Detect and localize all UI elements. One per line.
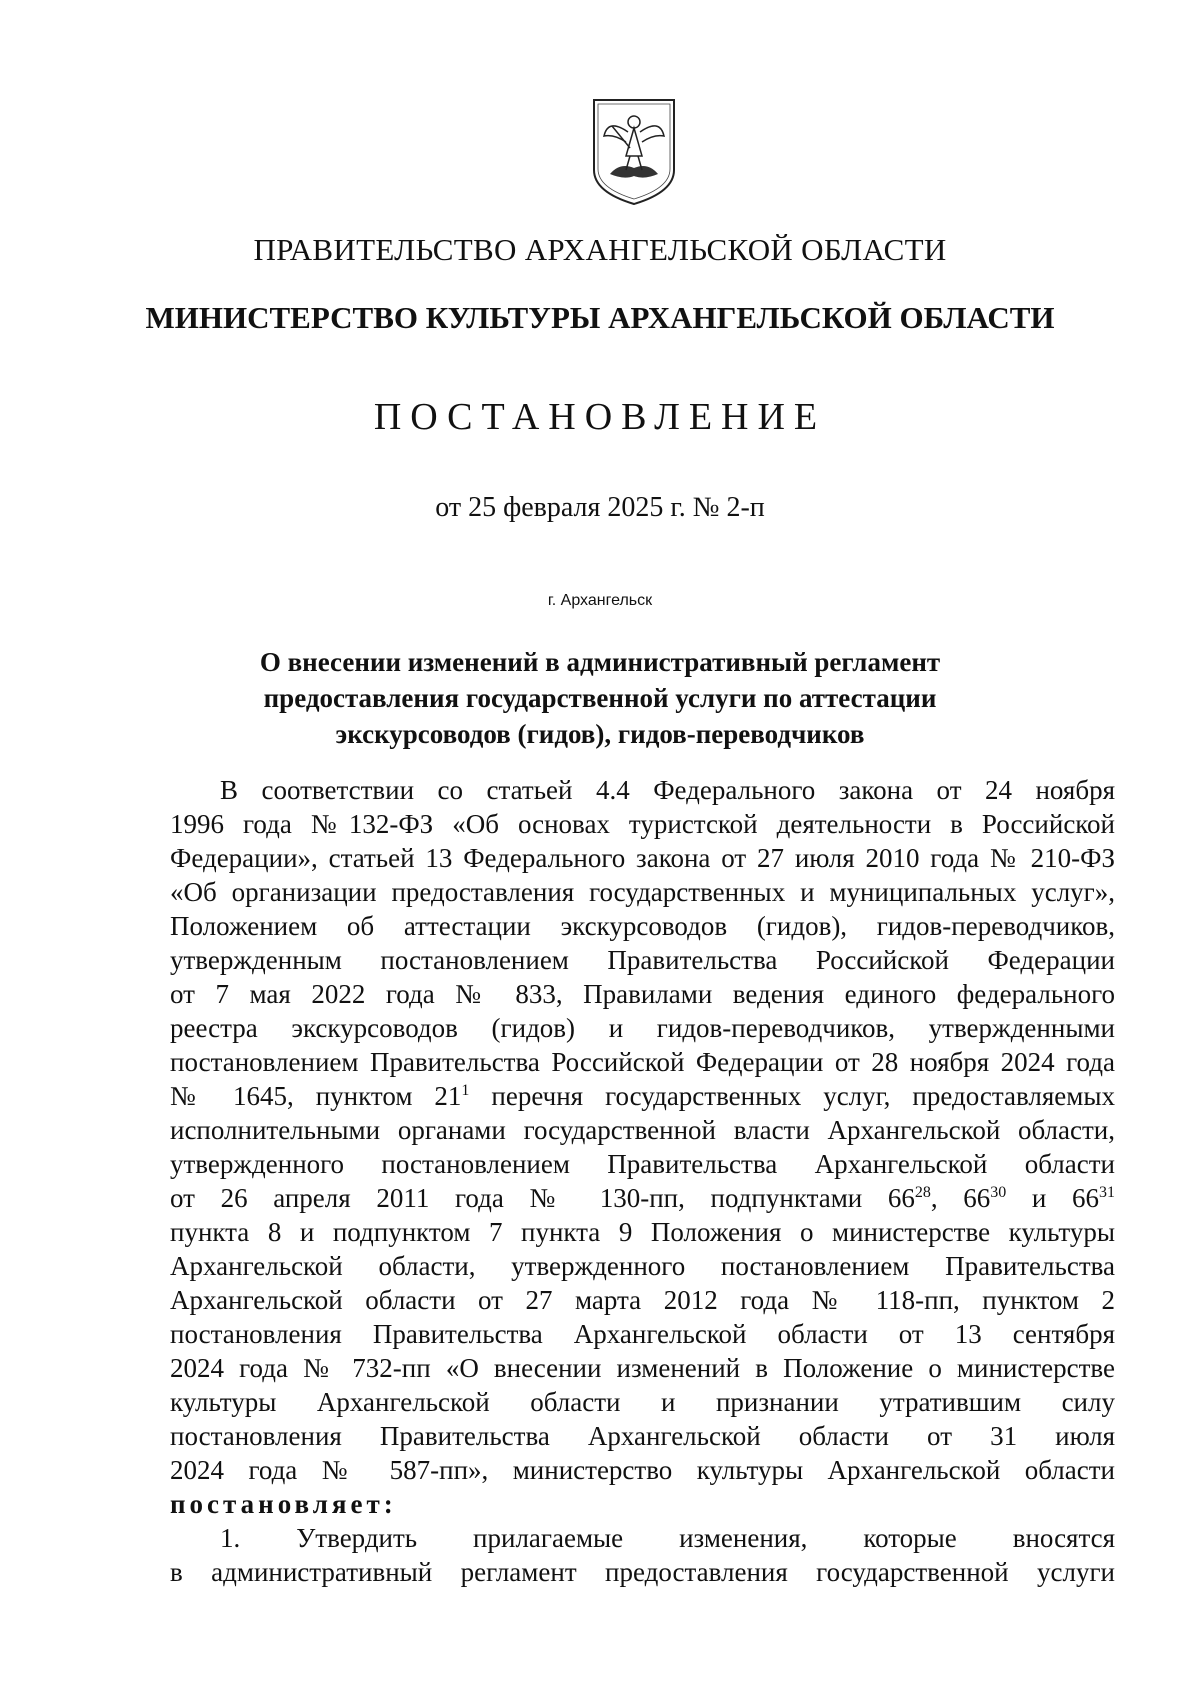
document-body <box>170 773 1115 1589</box>
body-line: реестра экскурсоводов (гидов) и гидов-переводчиков, утвержденными <box>170 1013 1115 1043</box>
body-line: Положением об аттестации экскурсоводов (гидов), гидов-переводчиков, <box>170 911 1115 941</box>
document-type: ПОСТАНОВЛЕНИЕ <box>373 396 827 438</box>
coat-of-arms-icon <box>590 96 678 208</box>
item-text: Утвердить прилагаемые изменения, которые вносятся <box>296 1523 1116 1553</box>
superscript: 30 <box>990 1184 1007 1201</box>
body-text: перечня государственных услуг, предоставляемых <box>469 1081 1115 1111</box>
body-text: , 66 <box>930 1183 991 1213</box>
body-line: Федерации», статьей 13 Федерального закона от 27 июля 2010 года № 210-ФЗ <box>170 843 1115 873</box>
body-line <box>170 1079 1115 1113</box>
body-line: Архангельской области от 27 марта 2012 года № 118-пп, пунктом 2 <box>170 1285 1115 1315</box>
item-1-line <box>170 1521 1115 1555</box>
body-text: от 26 апреля 2011 года № 130-пп, подпунктами 66 <box>170 1183 915 1213</box>
superscript: 31 <box>1099 1184 1115 1201</box>
body-line: постановления Правительства Архангельской области от 31 июля <box>170 1421 1115 1451</box>
document-subject <box>0 644 1200 752</box>
body-line: культуры Архангельской области и признании утратившим силу <box>170 1387 1115 1417</box>
item-number: 1. <box>220 1523 241 1553</box>
government-name: ПРАВИТЕЛЬСТВО АРХАНГЕЛЬСКОЙ ОБЛАСТИ <box>253 232 947 267</box>
subject-line: предоставления государственной услуги по аттестации <box>263 683 937 713</box>
body-text: № 1645, пунктом 21 <box>170 1081 462 1111</box>
body-line <box>170 1181 1115 1215</box>
body-line: 2024 года № 587-пп», министерство культуры Архангельской области <box>170 1455 1115 1485</box>
body-line: «Об организации предоставления государственных и муниципальных услуг», <box>170 877 1115 907</box>
body-line: пункта 8 и подпунктом 7 пункта 9 Положения о министерстве культуры <box>170 1217 1115 1247</box>
resolves-word: постановляет: <box>170 1489 397 1519</box>
subject-line: экскурсоводов (гидов), гидов-переводчиков <box>335 719 865 749</box>
city: г. Архангельск <box>547 592 653 609</box>
body-line: утвержденного постановлением Правительства Архангельской области <box>170 1149 1115 1179</box>
body-line: В соответствии со статьей 4.4 Федерального закона от 24 ноября <box>220 775 1115 805</box>
superscript: 28 <box>914 1184 931 1201</box>
body-line: постановлением Правительства Российской Федерации от 28 ноября 2024 года <box>170 1047 1115 1077</box>
body-text: и 66 <box>1006 1183 1099 1213</box>
superscript: 1 <box>461 1082 470 1099</box>
body-line: 1996 года №132-ФЗ «Об основах туристской деятельности в Российской <box>170 809 1115 839</box>
body-line: в административный регламент предоставления государственной услуги <box>170 1557 1115 1587</box>
date-and-number: от 25 февраля 2025 г. № 2-п <box>435 492 765 523</box>
ministry-name: МИНИСТЕРСТВО КУЛЬТУРЫ АРХАНГЕЛЬСКОЙ ОБЛАСТИ <box>145 300 1055 335</box>
body-line: от 7 мая 2022 года № 833, Правилами ведения единого федерального <box>170 979 1115 1009</box>
subject-line: О внесении изменений в административный регламент <box>259 647 941 677</box>
body-line: постановления Правительства Архангельской области от 13 сентября <box>170 1319 1115 1349</box>
body-line: Архангельской области, утвержденного постановлением Правительства <box>170 1251 1115 1281</box>
body-line: утвержденным постановлением Правительства Российской Федерации <box>170 945 1115 975</box>
body-line: 2024 года № 732-пп «О внесении изменений в Положение о министерстве <box>170 1353 1115 1383</box>
body-line: исполнительными органами государственной власти Архангельской области, <box>170 1115 1115 1145</box>
